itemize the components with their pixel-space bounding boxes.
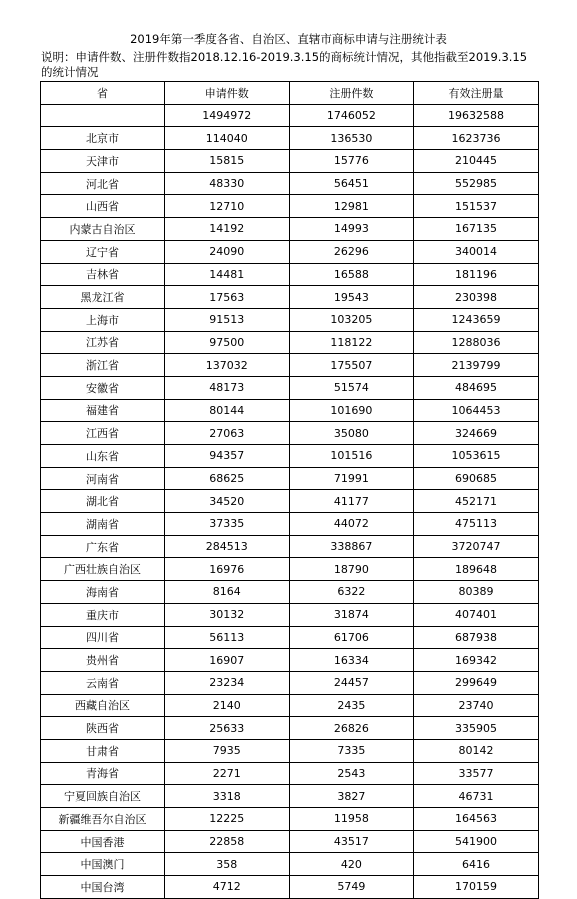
effective-cell: 324669 [414, 422, 539, 445]
registrations-cell: 43517 [289, 830, 414, 853]
registrations-cell: 101516 [289, 445, 414, 468]
province-cell: 重庆市 [41, 603, 165, 626]
applications-cell: 97500 [165, 331, 290, 354]
applications-cell: 25633 [165, 717, 290, 740]
applications-cell: 284513 [165, 535, 290, 558]
applications-cell: 2271 [165, 762, 290, 785]
province-cell: 山东省 [41, 445, 165, 468]
province-cell: 青海省 [41, 762, 165, 785]
applications-cell: 80144 [165, 399, 290, 422]
applications-cell: 91513 [165, 308, 290, 331]
table-row [41, 853, 539, 876]
effective-cell: 164563 [414, 808, 539, 831]
column-header-effective: 有效注册量 [414, 82, 539, 105]
table-body [41, 104, 539, 898]
applications-cell: 14481 [165, 263, 290, 286]
applications-cell: 17563 [165, 286, 290, 309]
registrations-cell: 26296 [289, 240, 414, 263]
registrations-cell: 24457 [289, 671, 414, 694]
effective-cell: 3720747 [414, 535, 539, 558]
province-cell: 云南省 [41, 671, 165, 694]
province-cell: 河南省 [41, 467, 165, 490]
province-cell: 中国澳门 [41, 853, 165, 876]
registrations-cell: 136530 [289, 127, 414, 150]
effective-cell: 151537 [414, 195, 539, 218]
applications-cell: 16907 [165, 649, 290, 672]
table-row [41, 535, 539, 558]
document-title: 2019年第一季度各省、自治区、直辖市商标申请与注册统计表 [130, 32, 447, 46]
table-row [41, 513, 539, 536]
registrations-cell: 19543 [289, 286, 414, 309]
table-row [41, 762, 539, 785]
effective-cell: 552985 [414, 172, 539, 195]
province-cell: 贵州省 [41, 649, 165, 672]
effective-cell: 1053615 [414, 445, 539, 468]
effective-cell: 23740 [414, 694, 539, 717]
effective-cell: 230398 [414, 286, 539, 309]
effective-cell: 169342 [414, 649, 539, 672]
effective-cell: 340014 [414, 240, 539, 263]
table-row [41, 649, 539, 672]
province-cell: 河北省 [41, 172, 165, 195]
effective-cell: 452171 [414, 490, 539, 513]
registrations-cell: 18790 [289, 558, 414, 581]
province-cell: 湖北省 [41, 490, 165, 513]
registrations-cell: 3827 [289, 785, 414, 808]
applications-cell: 14192 [165, 218, 290, 241]
table-row [41, 581, 539, 604]
effective-cell: 170159 [414, 876, 539, 899]
applications-cell: 48330 [165, 172, 290, 195]
province-cell: 吉林省 [41, 263, 165, 286]
table-row [41, 172, 539, 195]
province-cell: 海南省 [41, 581, 165, 604]
effective-cell: 181196 [414, 263, 539, 286]
applications-cell: 22858 [165, 830, 290, 853]
province-cell: 安徽省 [41, 376, 165, 399]
province-cell: 中国台湾 [41, 876, 165, 899]
effective-cell: 484695 [414, 376, 539, 399]
effective-cell: 541900 [414, 830, 539, 853]
table-row [41, 308, 539, 331]
column-header-province: 省 [41, 82, 165, 105]
table-row [41, 626, 539, 649]
applications-cell: 27063 [165, 422, 290, 445]
province-cell: 上海市 [41, 308, 165, 331]
table-row [41, 399, 539, 422]
registrations-cell: 2435 [289, 694, 414, 717]
registrations-cell: 101690 [289, 399, 414, 422]
province-cell: 辽宁省 [41, 240, 165, 263]
effective-cell: 2139799 [414, 354, 539, 377]
table-row [41, 739, 539, 762]
table-row [41, 376, 539, 399]
total-row [41, 104, 539, 127]
province-cell: 江西省 [41, 422, 165, 445]
applications-cell: 2140 [165, 694, 290, 717]
applications-cell: 16976 [165, 558, 290, 581]
effective-cell: 687938 [414, 626, 539, 649]
registrations-cell: 71991 [289, 467, 414, 490]
applications-cell: 68625 [165, 467, 290, 490]
effective-cell: 167135 [414, 218, 539, 241]
applications-cell: 137032 [165, 354, 290, 377]
province-cell: 广东省 [41, 535, 165, 558]
total-applications-cell: 1494972 [165, 104, 290, 127]
province-cell: 浙江省 [41, 354, 165, 377]
registrations-cell: 61706 [289, 626, 414, 649]
province-cell: 内蒙古自治区 [41, 218, 165, 241]
table-row [41, 354, 539, 377]
applications-cell: 34520 [165, 490, 290, 513]
table-row [41, 717, 539, 740]
table-row [41, 694, 539, 717]
registrations-cell: 44072 [289, 513, 414, 536]
province-cell: 四川省 [41, 626, 165, 649]
registrations-cell: 5749 [289, 876, 414, 899]
table-row [41, 263, 539, 286]
effective-cell: 690685 [414, 467, 539, 490]
effective-cell: 210445 [414, 150, 539, 173]
effective-cell: 1064453 [414, 399, 539, 422]
effective-cell: 33577 [414, 762, 539, 785]
applications-cell: 15815 [165, 150, 290, 173]
table-row [41, 671, 539, 694]
applications-cell: 3318 [165, 785, 290, 808]
registrations-cell: 6322 [289, 581, 414, 604]
applications-cell: 30132 [165, 603, 290, 626]
table-header-row [41, 82, 539, 105]
column-header-applications: 申请件数 [165, 82, 290, 105]
applications-cell: 114040 [165, 127, 290, 150]
registrations-cell: 420 [289, 853, 414, 876]
registrations-cell: 338867 [289, 535, 414, 558]
province-cell: 广西壮族自治区 [41, 558, 165, 581]
applications-cell: 24090 [165, 240, 290, 263]
effective-cell: 80389 [414, 581, 539, 604]
applications-cell: 37335 [165, 513, 290, 536]
column-header-registrations: 注册件数 [289, 82, 414, 105]
province-cell: 陕西省 [41, 717, 165, 740]
table-row [41, 195, 539, 218]
table-row [41, 150, 539, 173]
table-row [41, 785, 539, 808]
province-cell: 山西省 [41, 195, 165, 218]
table-row [41, 422, 539, 445]
effective-cell: 335905 [414, 717, 539, 740]
registrations-cell: 118122 [289, 331, 414, 354]
applications-cell: 23234 [165, 671, 290, 694]
province-cell: 北京市 [41, 127, 165, 150]
registrations-cell: 14993 [289, 218, 414, 241]
registrations-cell: 12981 [289, 195, 414, 218]
registrations-cell: 31874 [289, 603, 414, 626]
registrations-cell: 15776 [289, 150, 414, 173]
applications-cell: 94357 [165, 445, 290, 468]
effective-cell: 6416 [414, 853, 539, 876]
applications-cell: 8164 [165, 581, 290, 604]
registrations-cell: 175507 [289, 354, 414, 377]
statistics-table [40, 81, 539, 899]
registrations-cell: 41177 [289, 490, 414, 513]
registrations-cell: 2543 [289, 762, 414, 785]
registrations-cell: 11958 [289, 808, 414, 831]
registrations-cell: 26826 [289, 717, 414, 740]
table-row [41, 558, 539, 581]
effective-cell: 1623736 [414, 127, 539, 150]
table-row [41, 603, 539, 626]
table-row [41, 808, 539, 831]
effective-cell: 299649 [414, 671, 539, 694]
registrations-cell: 35080 [289, 422, 414, 445]
table-row [41, 876, 539, 899]
effective-cell: 46731 [414, 785, 539, 808]
total-registrations-cell: 1746052 [289, 104, 414, 127]
applications-cell: 12710 [165, 195, 290, 218]
applications-cell: 4712 [165, 876, 290, 899]
applications-cell: 12225 [165, 808, 290, 831]
table-row [41, 240, 539, 263]
registrations-cell: 16588 [289, 263, 414, 286]
province-cell: 新疆维吾尔自治区 [41, 808, 165, 831]
table-row [41, 218, 539, 241]
registrations-cell: 16334 [289, 649, 414, 672]
applications-cell: 358 [165, 853, 290, 876]
effective-cell: 80142 [414, 739, 539, 762]
table-row [41, 445, 539, 468]
registrations-cell: 7335 [289, 739, 414, 762]
province-cell: 甘肃省 [41, 739, 165, 762]
effective-cell: 189648 [414, 558, 539, 581]
province-cell: 天津市 [41, 150, 165, 173]
effective-cell: 1243659 [414, 308, 539, 331]
effective-cell: 475113 [414, 513, 539, 536]
registrations-cell: 103205 [289, 308, 414, 331]
total-province-cell [41, 104, 165, 127]
table-row [41, 467, 539, 490]
province-cell: 福建省 [41, 399, 165, 422]
registrations-cell: 56451 [289, 172, 414, 195]
table-row [41, 490, 539, 513]
province-cell: 江苏省 [41, 331, 165, 354]
province-cell: 宁夏回族自治区 [41, 785, 165, 808]
applications-cell: 48173 [165, 376, 290, 399]
province-cell: 西藏自治区 [41, 694, 165, 717]
province-cell: 湖南省 [41, 513, 165, 536]
province-cell: 中国香港 [41, 830, 165, 853]
table-row [41, 331, 539, 354]
effective-cell: 407401 [414, 603, 539, 626]
province-cell: 黑龙江省 [41, 286, 165, 309]
registrations-cell: 51574 [289, 376, 414, 399]
applications-cell: 7935 [165, 739, 290, 762]
effective-cell: 1288036 [414, 331, 539, 354]
total-effective-cell: 19632588 [414, 104, 539, 127]
table-row [41, 286, 539, 309]
applications-cell: 56113 [165, 626, 290, 649]
document-note: 说明：申请件数、注册件数指2018.12.16-2019.3.15的商标统计情况，其他指截至2019.3.15的统计情况 [41, 50, 528, 79]
table-row [41, 127, 539, 150]
